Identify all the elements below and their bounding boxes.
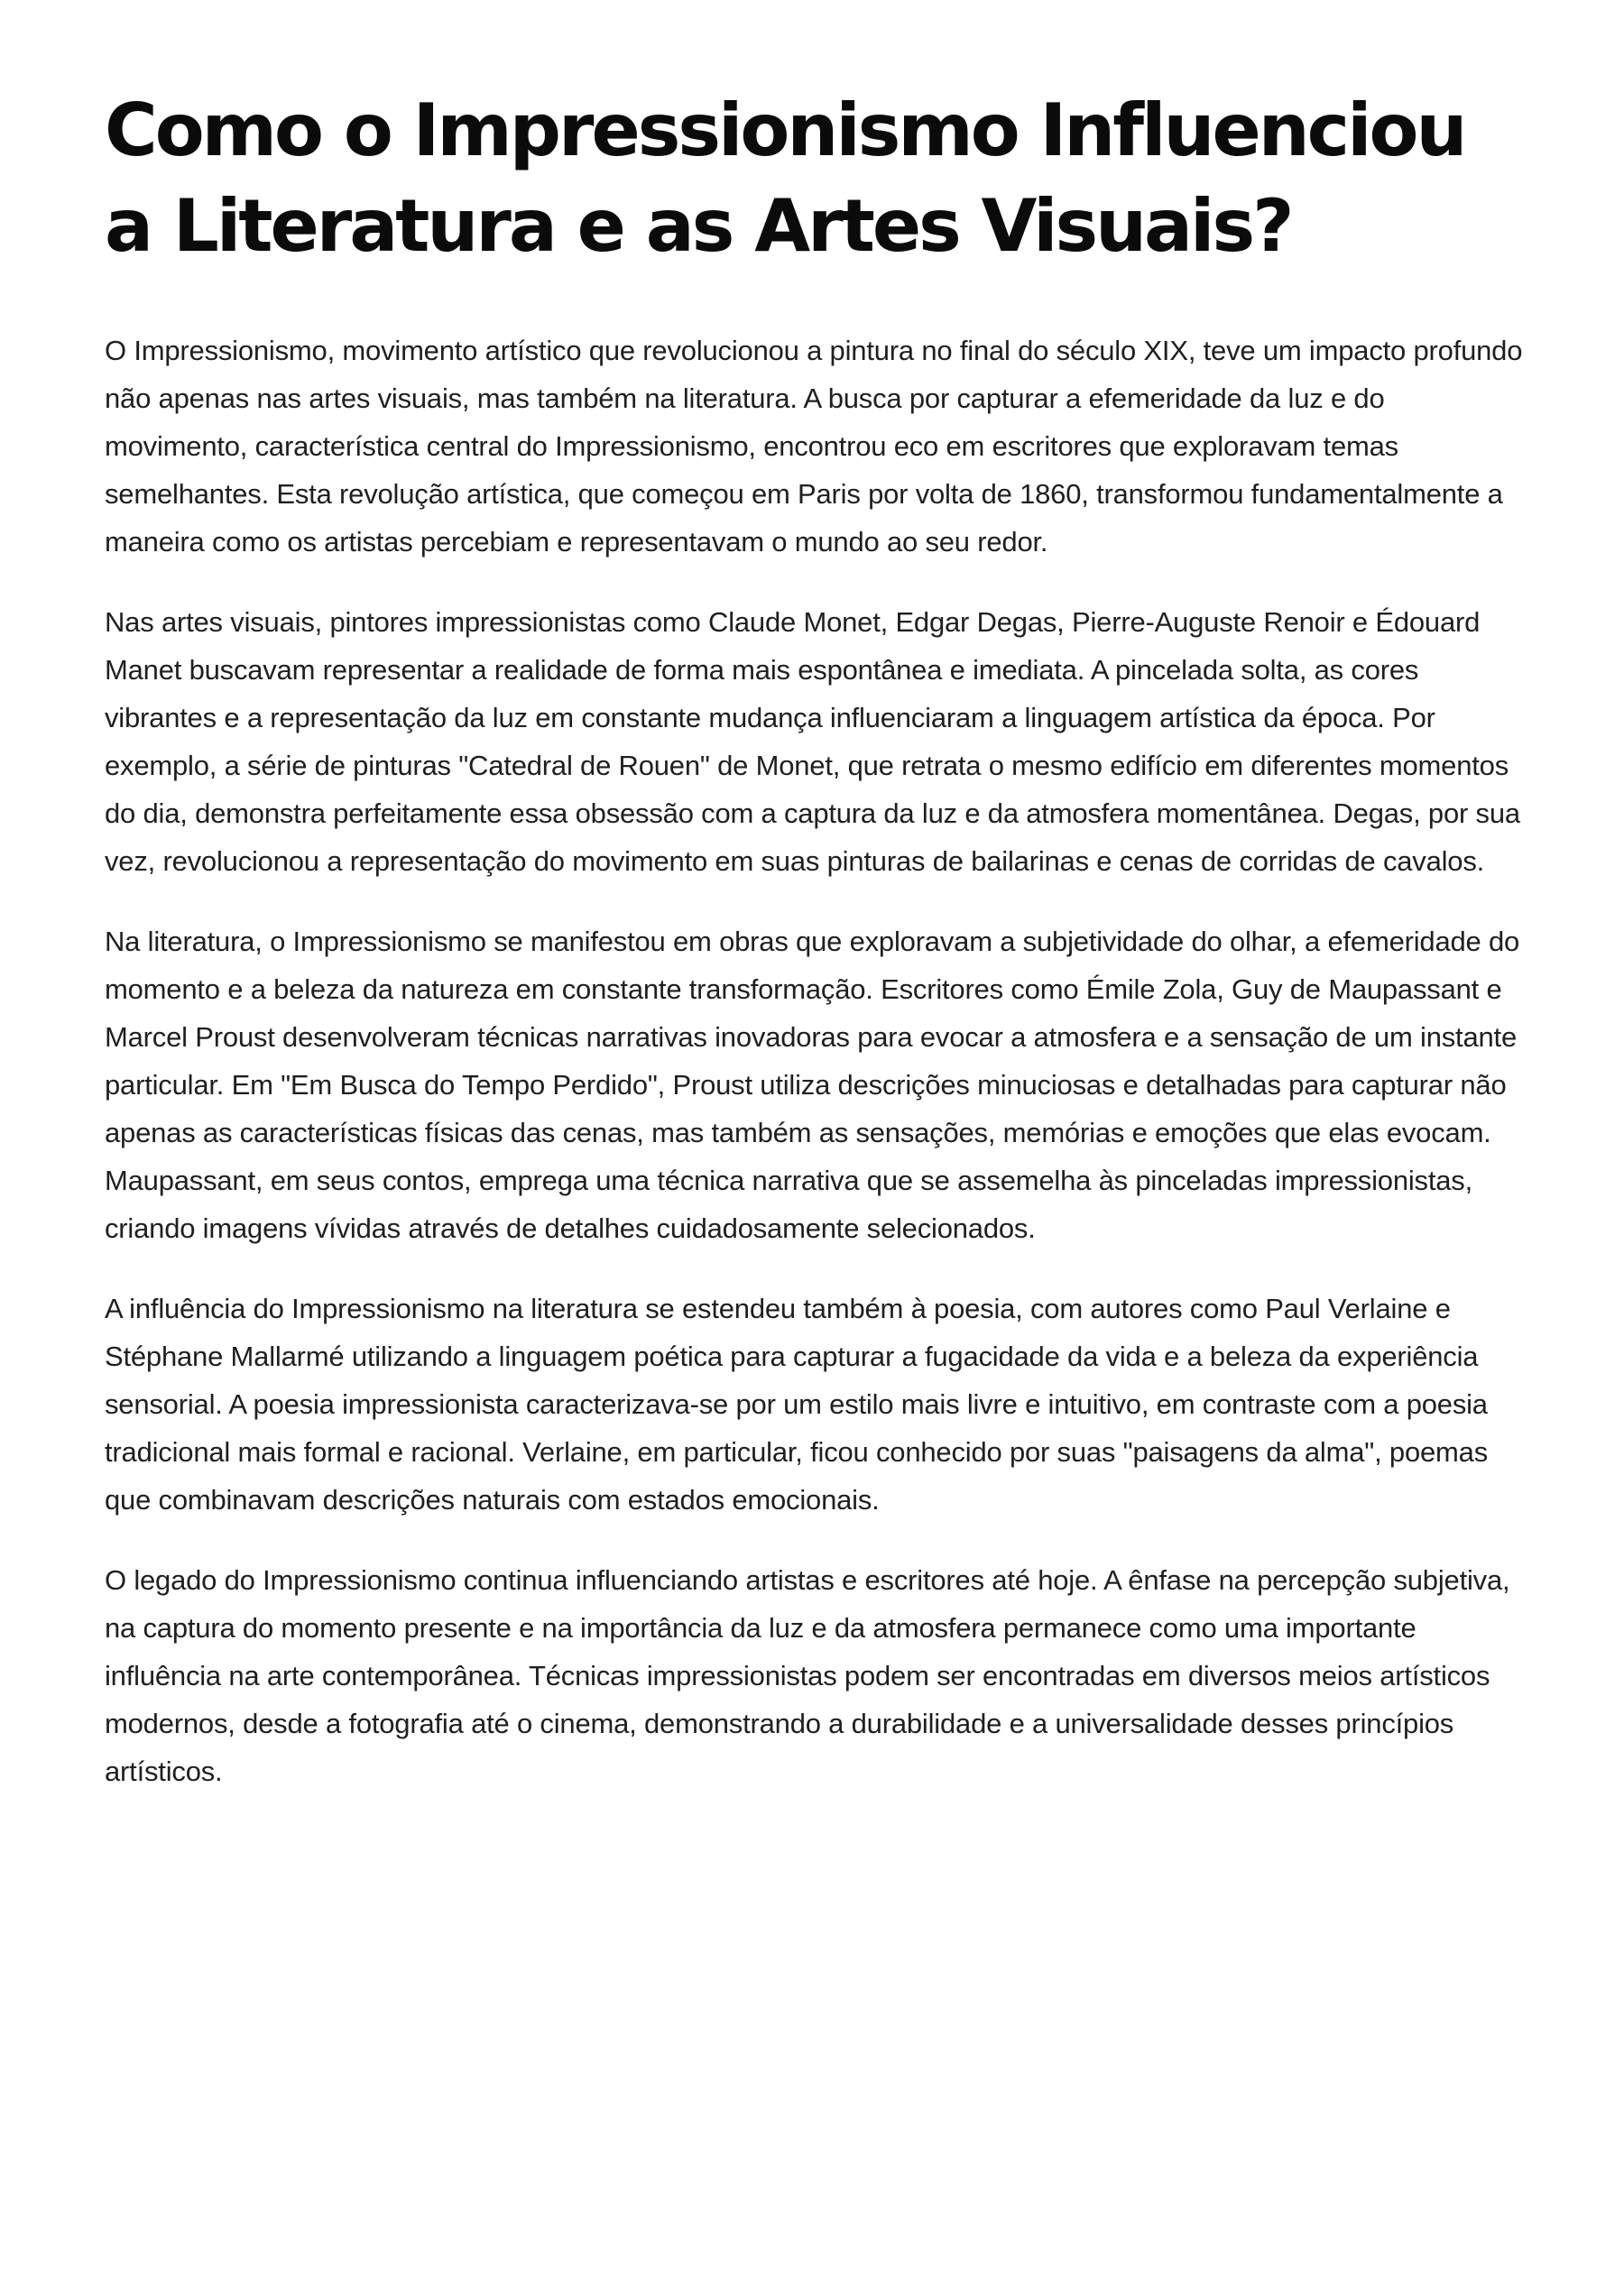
page-title: Como o Impressionismo Influenciou a Literatura e as Artes Visuais? (105, 88, 1465, 268)
paragraph-visual-arts: Nas artes visuais, pintores impressionistas como Claude Monet, Edgar Degas, Pierre-Auguste Renoir e Édouard Manet buscavam representar a realidade de forma mais espontânea e imediata. A pincelada solta, as cores vibrantes e a representação da luz em constante mudança influenciaram a linguagem artística da época. Por exemplo, a série de pinturas "Catedral de Rouen" de Monet, que retrata o mesmo edifício em diferentes momentos do dia, demonstra perfeitamente essa obsessão com a captura da luz e da atmosfera momentânea. Degas, por sua vez, revolucionou a representação do movimento em suas pinturas de bailarinas e cenas de corridas de cavalos. (105, 606, 1520, 877)
document-page (105, 83, 1530, 1828)
paragraph-literature: Na literatura, o Impressionismo se manifestou em obras que exploravam a subjetividade do olhar, a efemeridade do momento e a beleza da natureza em constante transformação. Escritores como Émile Zola, Guy de Maupassant e Marcel Proust desenvolveram técnicas narrativas inovadoras para evocar a atmosfera e a sensação de um instante particular. Em "Em Busca do Tempo Perdido", Proust utiliza descrições minuciosas e detalhadas para capturar não apenas as características físicas das cenas, mas também as sensações, memórias e emoções que elas evocam. Maupassant, em seus contos, emprega uma técnica narrativa que se assemelha às pinceladas impressionistas, criando imagens vívidas através de detalhes cuidadosamente selecionados. (105, 926, 1520, 1244)
paragraph-intro: O Impressionismo, movimento artístico que revolucionou a pintura no final do século XIX, teve um impacto profundo não apenas nas artes visuais, mas também na literatura. A busca por capturar a efemeridade da luz e do movimento, característica central do Impressionismo, encontrou eco em escritores que exploravam temas semelhantes. Esta revolução artística, que começou em Paris por volta de 1860, transformou fundamentalmente a maneira como os artistas percebiam e representavam o mundo ao seu redor. (105, 335, 1523, 558)
paragraph-poetry: A influência do Impressionismo na literatura se estendeu também à poesia, com autores como Paul Verlaine e Stéphane Mallarmé utilizando a linguagem poética para capturar a fugacidade da vida e a beleza da experiência sensorial. A poesia impressionista caracterizava-se por um estilo mais livre e intuitivo, em contraste com a poesia tradicional mais formal e racional. Verlaine, em particular, ficou conhecido por suas "paisagens da alma", poemas que combinavam descrições naturais com estados emocionais. (105, 1293, 1489, 1516)
paragraph-legacy: O legado do Impressionismo continua influenciando artistas e escritores até hoje. A ênfase na percepção subjetiva, na captura do momento presente e na importância da luz e da atmosfera permanece como uma importante influência na arte contemporânea. Técnicas impressionistas podem ser encontradas em diversos meios artísticos modernos, desde a fotografia até o cinema, demonstrando a durabilidade e a universalidade desses princípios artísticos. (105, 1564, 1510, 1787)
